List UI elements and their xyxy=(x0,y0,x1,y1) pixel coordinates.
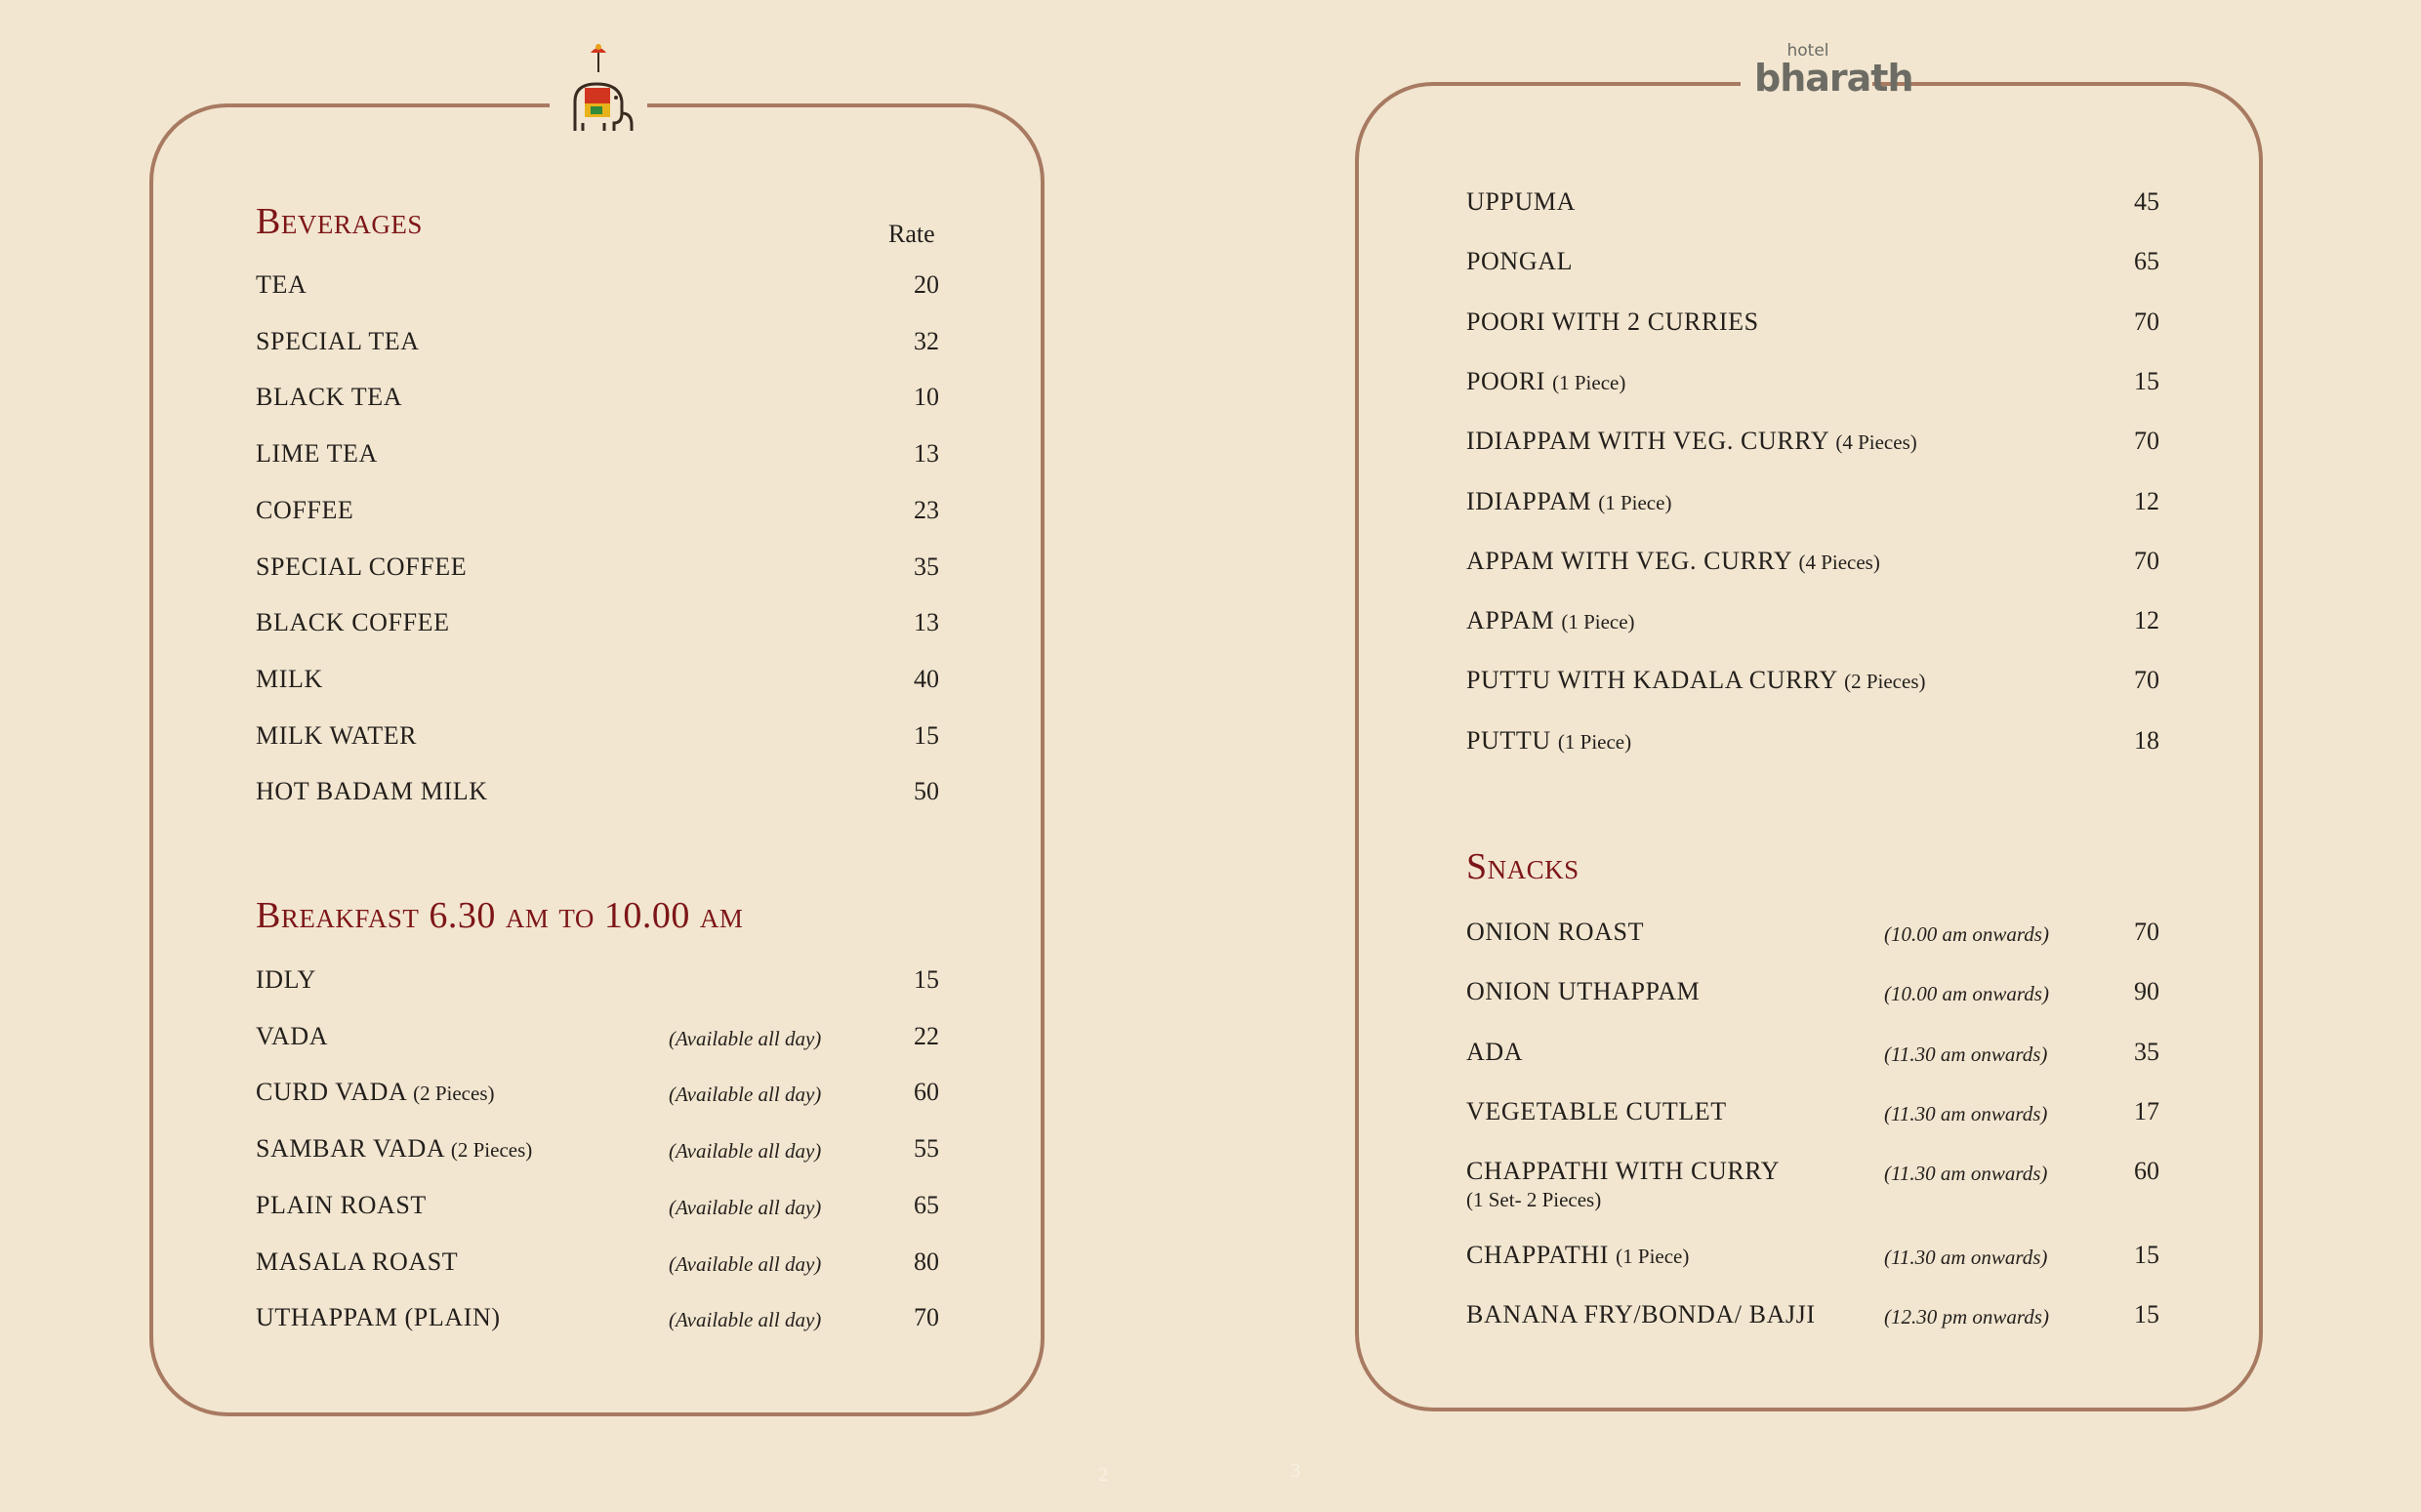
menu-item-name: IDLY xyxy=(256,965,316,994)
menu-item-price: 80 xyxy=(914,1246,939,1276)
menu-item-quantity: (4 Pieces) xyxy=(1835,430,1917,455)
menu-item-price: 10 xyxy=(914,383,939,412)
menu-item-price: 35 xyxy=(2134,1037,2159,1066)
menu-item-price: 13 xyxy=(914,608,939,637)
menu-item xyxy=(1466,185,1576,219)
menu-item-name: PLAIN ROAST xyxy=(256,1190,427,1219)
menu-item-price: 45 xyxy=(2134,187,2159,216)
menu-item-availability: (11.30 am onwards) xyxy=(1884,1162,2048,1186)
menu-item xyxy=(1466,1036,1523,1069)
menu-item-price: 13 xyxy=(914,439,939,469)
menu-item-serving: (1 Set- 2 Pieces) xyxy=(1466,1188,1602,1212)
menu-item xyxy=(1466,425,1917,458)
menu-item-quantity: (1 Piece) xyxy=(1557,729,1632,754)
menu-item xyxy=(256,1246,458,1279)
menu-item xyxy=(1466,306,1759,339)
menu-item-price: 60 xyxy=(2134,1157,2159,1186)
menu-item xyxy=(1466,1298,1816,1331)
menu-item xyxy=(256,1020,328,1053)
menu-item-price: 60 xyxy=(914,1078,939,1107)
menu-item xyxy=(256,437,378,470)
rate-label: Rate xyxy=(888,220,935,248)
menu-item-price: 15 xyxy=(2134,1240,2159,1269)
menu-item xyxy=(1466,724,1631,757)
menu-item-price: 70 xyxy=(2134,306,2159,336)
menu-item-availability: (11.30 am onwards) xyxy=(1884,1101,2048,1125)
menu-item-name: CURD VADA xyxy=(256,1078,406,1107)
menu-item xyxy=(256,1076,495,1109)
menu-item-price: 90 xyxy=(2134,977,2159,1006)
menu-item xyxy=(1466,1155,1780,1188)
menu-item xyxy=(256,494,353,527)
menu-item-price: 23 xyxy=(914,495,939,524)
menu-item-name: APPAM xyxy=(1466,606,1555,635)
menu-item-quantity: (2 Pieces) xyxy=(450,1138,533,1163)
menu-item-price: 65 xyxy=(2134,247,2159,276)
menu-item xyxy=(1466,1239,1689,1272)
menu-item-name: ADA xyxy=(1466,1037,1524,1066)
menu-item-name: VADA xyxy=(256,1021,329,1050)
menu-item-availability: (12.30 pm onwards) xyxy=(1884,1304,2049,1328)
menu-item xyxy=(256,551,467,584)
menu-item xyxy=(1466,545,1880,578)
menu-item-name: TEA xyxy=(256,270,308,299)
menu-item-availability: (10.00 am onwards) xyxy=(1884,982,2049,1006)
menu-item-price: 32 xyxy=(914,326,939,355)
menu-item-price: 12 xyxy=(2134,486,2159,515)
menu-item-price: 15 xyxy=(914,965,939,994)
menu-item-price: 50 xyxy=(914,777,939,806)
menu-item-name: COFFEE xyxy=(256,495,354,524)
menu-item-price: 40 xyxy=(914,664,939,693)
menu-item-name: PUTTU xyxy=(1466,725,1551,755)
menu-item-price: 70 xyxy=(914,1303,939,1332)
menu-item-name: UTHAPPAM (PLAIN) xyxy=(256,1303,501,1332)
menu-item-name: VEGETABLE CUTLET xyxy=(1466,1096,1727,1125)
logo-big-text: bharath xyxy=(1754,57,1913,100)
menu-item-availability: (11.30 am onwards) xyxy=(1884,1042,2048,1066)
menu-item-price: 18 xyxy=(2134,725,2159,755)
menu-item xyxy=(256,1132,532,1165)
menu-item-availability: (Available all day) xyxy=(669,1026,822,1050)
menu-item-name: CHAPPATHI WITH CURRY xyxy=(1466,1157,1781,1186)
menu-item-price: 35 xyxy=(914,552,939,581)
menu-item-quantity: (4 Pieces) xyxy=(1798,550,1880,574)
menu-item xyxy=(1466,975,1700,1008)
beverages-heading: Beverages xyxy=(256,201,423,242)
menu-item-name: MILK xyxy=(256,664,323,693)
menu-item-quantity: (2 Pieces) xyxy=(413,1082,495,1106)
menu-item-name: PONGAL xyxy=(1466,247,1574,276)
menu-item-price: 15 xyxy=(914,720,939,750)
menu-item-name: POORI WITH 2 CURRIES xyxy=(1466,306,1759,336)
menu-item-price: 12 xyxy=(2134,606,2159,635)
menu-item-name: HOT BADAM MILK xyxy=(256,777,488,806)
menu-item xyxy=(1466,664,1925,697)
menu-item-name: LIME TEA xyxy=(256,439,378,469)
menu-item-name: BANANA FRY/BONDA/ BAJJI xyxy=(1466,1299,1816,1328)
menu-item-name: IDIAPPAM xyxy=(1466,486,1592,515)
menu-item-availability: (Available all day) xyxy=(669,1195,822,1219)
menu-item-name: SAMBAR VADA xyxy=(256,1134,444,1164)
menu-item-name: MILK WATER xyxy=(256,720,418,750)
menu-item-name: SPECIAL COFFEE xyxy=(256,552,468,581)
menu-item-availability: (Available all day) xyxy=(669,1083,822,1107)
menu-item xyxy=(256,268,307,302)
menu-item xyxy=(256,775,488,808)
menu-item-name: CHAPPATHI xyxy=(1466,1240,1610,1269)
menu-item-price: 70 xyxy=(2134,546,2159,575)
menu-item xyxy=(1466,485,1671,518)
elephant-logo-icon xyxy=(561,41,639,139)
menu-item-name: UPPUMA xyxy=(1466,187,1576,216)
menu-item-price: 55 xyxy=(914,1134,939,1164)
menu-item-availability: (Available all day) xyxy=(669,1251,822,1276)
menu-item-name: MASALA ROAST xyxy=(256,1246,459,1276)
menu-item-name: PUTTU WITH KADALA CURRY xyxy=(1466,666,1837,695)
menu-item xyxy=(256,1301,501,1334)
menu-item-quantity: (1 Piece) xyxy=(1552,370,1626,394)
menu-item-price: 70 xyxy=(2134,427,2159,456)
page-number-left: 2 xyxy=(1098,1464,1108,1486)
menu-item-availability: (Available all day) xyxy=(669,1308,822,1332)
menu-item-name: BLACK TEA xyxy=(256,383,403,412)
menu-item-quantity: (1 Piece) xyxy=(1561,610,1635,634)
menu-item-availability: (10.00 am onwards) xyxy=(1884,922,2049,946)
menu-item-price: 70 xyxy=(2134,666,2159,695)
menu-item xyxy=(256,663,323,696)
menu-item-name: BLACK COFFEE xyxy=(256,608,450,637)
menu-item-price: 20 xyxy=(914,270,939,299)
menu-item xyxy=(256,606,450,639)
menu-item-name: ONION ROAST xyxy=(1466,918,1645,946)
logo-small-text: hotel xyxy=(1786,41,1829,61)
menu-item xyxy=(1466,604,1635,637)
menu-item-price: 15 xyxy=(2134,366,2159,395)
menu-item-price: 65 xyxy=(914,1190,939,1219)
menu-item-quantity: (1 Piece) xyxy=(1598,490,1672,514)
menu-item-price: 17 xyxy=(2134,1096,2159,1125)
snacks-heading: Snacks xyxy=(1466,846,1580,887)
menu-item xyxy=(1466,916,1644,949)
menu-item-name: IDIAPPAM WITH VEG. CURRY xyxy=(1466,427,1829,456)
hotel-logo xyxy=(1754,41,1913,100)
menu-item-name: POORI xyxy=(1466,366,1546,395)
menu-item-availability: (Available all day) xyxy=(669,1139,822,1164)
breakfast-heading: Breakfast 6.30 am to 10.00 am xyxy=(256,895,744,936)
menu-item xyxy=(1466,1095,1727,1128)
menu-item-name: APPAM WITH VEG. CURRY xyxy=(1466,546,1792,575)
page-number-right: 3 xyxy=(1291,1460,1300,1482)
menu-item-price: 70 xyxy=(2134,918,2159,946)
menu-item xyxy=(1466,245,1573,278)
menu-item-price: 15 xyxy=(2134,1299,2159,1328)
menu-item-name: SPECIAL TEA xyxy=(256,326,420,355)
menu-item xyxy=(256,381,402,414)
menu-item-price: 22 xyxy=(914,1021,939,1050)
menu-item xyxy=(256,1189,427,1222)
menu-item xyxy=(1466,365,1625,398)
menu-item xyxy=(256,719,417,753)
menu-item-quantity: (2 Pieces) xyxy=(1844,670,1926,694)
menu-item-name: ONION UTHAPPAM xyxy=(1466,977,1701,1006)
menu-item-availability: (11.30 am onwards) xyxy=(1884,1245,2048,1269)
menu-item-quantity: (1 Piece) xyxy=(1616,1244,1690,1268)
menu-item xyxy=(256,325,420,358)
menu-item xyxy=(256,963,316,997)
